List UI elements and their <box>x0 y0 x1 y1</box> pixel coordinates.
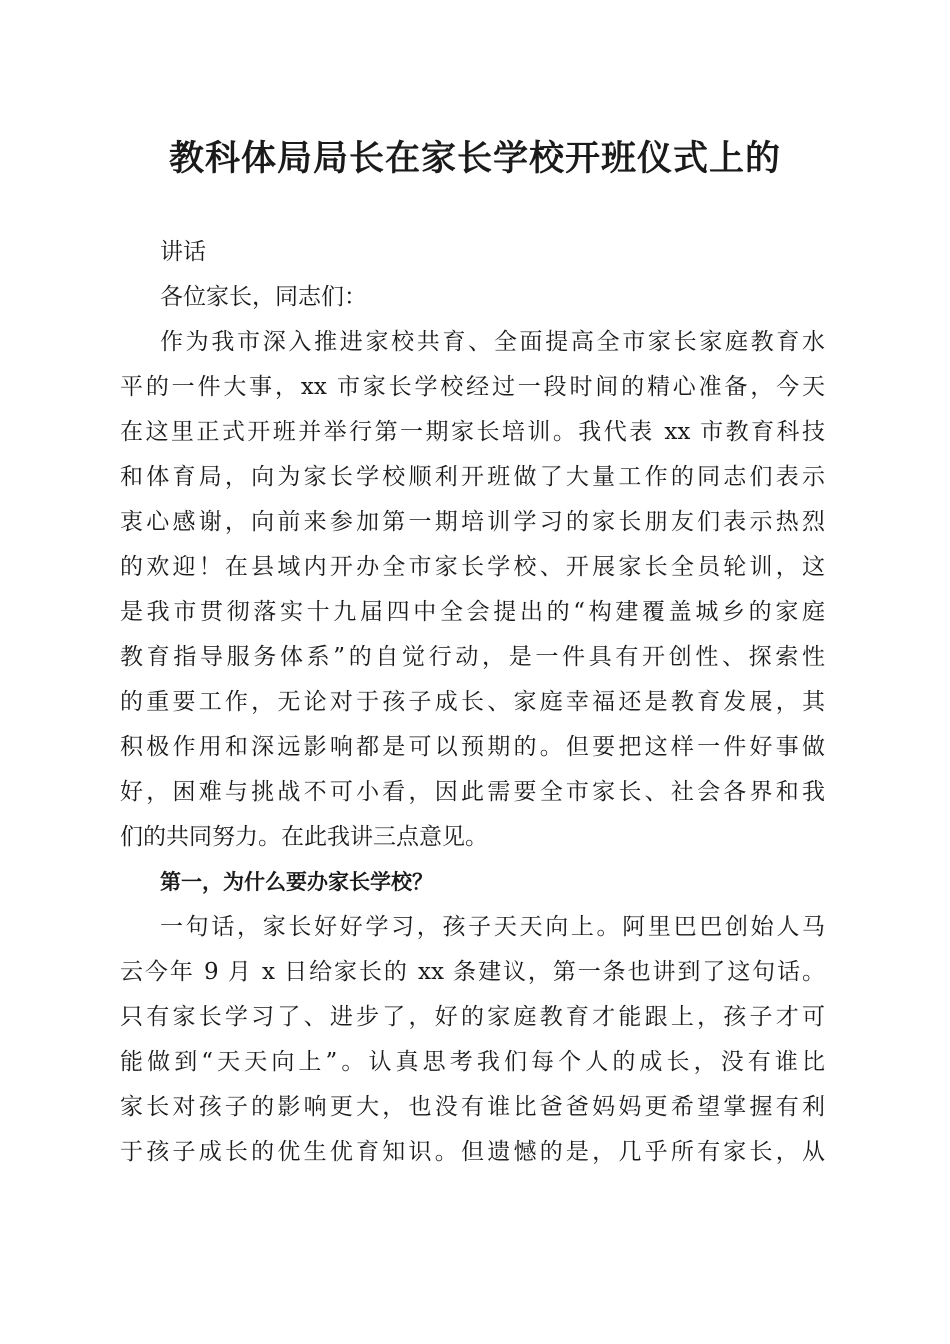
paragraph-line: 家长对孩子的影响更大，也没有谁比爸爸妈妈更希望掌握有利 <box>120 1094 825 1120</box>
paragraph-line: 衷心感谢，向前来参加第一期培训学习的家长朋友们表示热烈 <box>120 509 825 535</box>
paragraph-line: 的重要工作，无论对于孩子成长、家庭幸福还是教育发展，其 <box>120 689 825 715</box>
paragraph-line: 教育指导服务体系”的自觉行动，是一件具有开创性、探索性 <box>120 644 825 670</box>
salutation: 各位家长，同志们： <box>160 284 367 310</box>
document-body <box>120 230 825 1175</box>
paragraph-line: 和体育局，向为家长学校顺利开班做了大量工作的同志们表示 <box>120 464 825 490</box>
document-title: 教科体局局长在家长学校开班仪式上的 <box>168 139 781 179</box>
paragraph-line: 作为我市深入推进家校共育、全面提高全市家长家庭教育水 <box>160 329 825 355</box>
paragraph-line: 们的共同努力。在此我讲三点意见。 <box>120 824 488 850</box>
paragraph-line: 好，困难与挑战不可小看，因此需要全市家长、社会各界和我 <box>120 779 825 805</box>
paragraph-line: 能做到“天天向上”。认真思考我们每个人的成长，没有谁比 <box>120 1049 825 1075</box>
document-subtitle: 讲话 <box>160 239 206 265</box>
paragraph-line: 只有家长学习了、进步了，好的家庭教育才能跟上，孩子才可 <box>120 1004 825 1030</box>
paragraph-1 <box>120 320 825 860</box>
paragraph-line: 积极作用和深远影响都是可以预期的。但要把这样一件好事做 <box>120 734 825 760</box>
paragraph-2 <box>120 905 825 1175</box>
paragraph-line: 于孩子成长的优生优育知识。但遗憾的是，几乎所有家长，从 <box>120 1139 825 1165</box>
paragraph-line: 的欢迎！在县域内开办全市家长学校、开展家长全员轮训，这 <box>120 554 825 580</box>
section-heading-1: 第一，为什么要办家长学校？ <box>160 870 433 894</box>
paragraph-line: 云今年 9 月 x 日给家长的 xx 条建议，第一条也讲到了这句话。 <box>120 959 825 985</box>
paragraph-line: 在这里正式开班并举行第一期家长培训。我代表 xx 市教育科技 <box>120 419 825 445</box>
paragraph-line: 一句话，家长好好学习，孩子天天向上。阿里巴巴创始人马 <box>160 914 825 940</box>
paragraph-line: 是我市贯彻落实十九届四中全会提出的“构建覆盖城乡的家庭 <box>120 599 825 625</box>
paragraph-line: 平的一件大事，xx 市家长学校经过一段时间的精心准备，今天 <box>120 374 825 400</box>
